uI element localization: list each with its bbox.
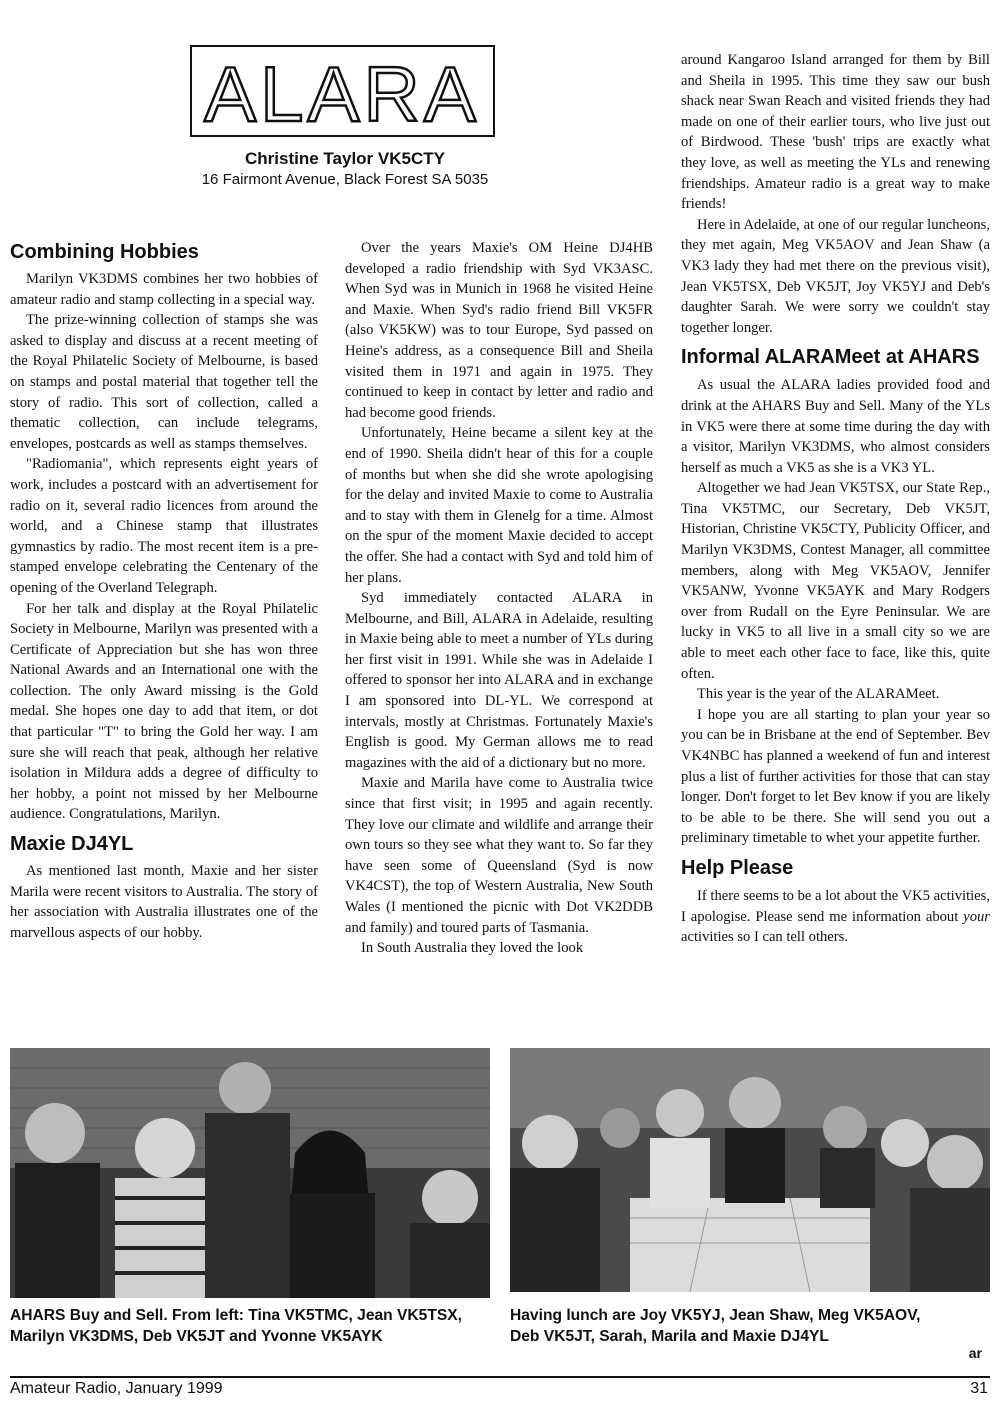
paragraph: Here in Adelaide, at one of our regular luncheons, they met again, Meg VK5AOV and Jean Shaw (a VK3 lady they had met there on the previous visit), Jean VK5TSX, Deb VK5JT, Joy VK5YJ and Deb's daughter Sarah. We were sorry we couldn't stay together longer. [681,216,990,336]
footer-rule [10,1376,990,1378]
heading-informal-alarameet: Informal ALARAMeet at AHARS [681,346,980,369]
paragraph: Unfortunately, Heine became a silent key at the end of 1990. Sheila didn't hear of this for a couple of months but when she did she wrote apologising for the delay and invited Maxie to come to Australia and to stay with them in Glenelg for a time. Almost on the spur of the moment Maxie decided to accept the offer. She had a contact with Syd and told him of her plans. [345,425,653,586]
end-mark: ar [968,1345,982,1361]
text-span: activities so I can tell others. [681,929,848,946]
paragraph: This year is the year of the ALARAMeet. [697,686,940,703]
paragraph: As usual the ALARA ladies provided food and drink at the AHARS Buy and Sell. Many of the YLs in VK5 were there at some time during the day with a visitor, Marilyn VK3DMS, who almost considers herself as much a VK5 as she is a VK3 YL. [681,377,990,476]
heading-maxie: Maxie DJ4YL [10,833,134,856]
emphasis: your [963,908,990,925]
logo-text: ALARA [204,50,480,137]
heading-help-please: Help Please [681,856,794,879]
text-span: If there seems to be a lot about the VK5 activities, I apologise. Please send me information about [681,887,990,925]
paragraph: Altogether we had Jean VK5TSX, our State Rep., Tina VK5TMC, our Secretary, Deb VK5JT, Historian, Christine VK5CTY, Publicity Officer, and Marilyn VK3DMS, Contest Manager, all committee members, along with Meg VK5AOV, Jennifer VK5ANW, Yvonne VK5AYK and Mary Rodgers over from Rudall on the Eyre Peninsular. We are lucky in VK5 to all live in a small city so we are able to meet each other face to face, like this, quite often. [681,480,990,682]
paragraph: As mentioned last month, Maxie and her sister Marila were recent visitors to Australia. The story of her association with Australia illustrates one of the marvellous aspects of our hobby. [10,863,318,941]
byline [140,148,550,190]
author-name: Christine Taylor VK5CTY [245,149,445,168]
paragraph: Maxie and Marila have come to Australia twice since that first visit; in 1995 and again recently. They love our climate and wildlife and arrange their own tours so they see what they want to. So far they have seen some of Queensland (Syd is now VK4CST), the top of Western Australia, New South Wales (I mentioned the picnic with Dot VK2DDB and family) and toured parts of Tasmania. [345,775,653,936]
author-address: 16 Fairmont Avenue, Black Forest SA 5035 [201,171,489,188]
column-1 [10,233,318,943]
paragraph: Over the years Maxie's OM Heine DJ4HB developed a radio friendship with Syd VK3ASC. When Syd was in Munich in 1968 he visited Heine and Maxie. When Syd's radio friend Bill VK5FR (also VK5KW) was to tour Europe, Syd passed on Heine's address, as a consequence Bill and Sheila visited them in 1971 and again in 1975. They continued to keep in contact by letter and radio and had become good friends. [345,240,653,421]
paragraph: around Kangaroo Island arranged for them by Bill and Sheila in 1995. This time they saw our bush shack near Swan Reach and visited friends they had made on one of their earlier tours, who live just out of Birdwood. These 'bush' trips are exactly what they love, as well as meeting the YLs and renewing friendships. Amateur radio is a great way to make friends! [681,52,990,213]
alara-logo [190,45,495,137]
caption-photo-2: Having lunch are Joy VK5YJ, Jean Shaw, Meg VK5AOV, Deb VK5JT, Sarah, Marila and Maxie DJ4YL [510,1307,921,1345]
paragraph: I hope you are all starting to plan your year so you can be in Brisbane at the end of September. Bev VK4NBC has planned a weekend of fun and interest plus a list of further activities for those that can stay longer. Don't forget to let Bev know if you are likely to be able to be there. She will send you out a preliminary timetable to whet your appetite further. [681,706,990,847]
heading-combining-hobbies: Combining Hobbies [10,241,199,263]
photo-ahars-group [10,1048,490,1298]
column-2 [345,238,653,959]
paragraph: "Radiomania", which represents eight years of work, includes a postcard with an advertisement for radio on it, several radio licences from around the world, and a Chinese stamp that illustrates gymnastics by radio. The most recent item is a pre-stamped envelope celebrating the Centenary of the opening of the Overland Telegraph. [10,456,318,596]
footer-publication: Amateur Radio, January 1999 [10,1380,223,1397]
caption-photo-1: AHARS Buy and Sell. From left: Tina VK5TMC, Jean VK5TSX, Marilyn VK3DMS, Deb VK5JT and Yvonne VK5AYK [10,1307,463,1345]
paragraph: In South Australia they loved the look [361,940,584,957]
page-number: 31 [970,1380,988,1397]
paragraph: For her talk and display at the Royal Philatelic Society in Melbourne, Marilyn was presented with a Certificate of Appreciation but she has won three National Awards and an International one with the collection. The only Award missing is the Gold medal. She hopes one day to add that item, or dot that particular "T" to bring the Gold her way. I am sure she will reach that peak, although her relative isolation in Mildura adds a degree of difficulty to her hobby, a point not missed by her Melbourne audience. Congratulations, Marilyn. [10,600,318,823]
paragraph: Marilyn VK3DMS combines her two hobbies of amateur radio and stamp collecting in a special way. [10,271,318,308]
paragraph: Syd immediately contacted ALARA in Melbourne, and Bill, ALARA in Adelaide, resulting in Maxie being able to meet a number of YLs during her first visit in 1991. While she was in Adelaide I offered to sponsor her into ALARA and in exchange I am sponsored into DL-YL. We correspond at intervals, mostly at Christmas. Fortunately Maxie's English is good. My German allows me to read magazines with the aid of a dictionary but no more. [345,590,653,771]
photo-lunch-group [510,1048,990,1292]
paragraph [681,886,990,948]
column-3 [681,50,990,948]
paragraph: The prize-winning collection of stamps she was asked to display and discuss at a recent meeting of the Royal Philatelic Society of Melbourne, is based on stamps and postal material that together tell the story of radio. This sort of collection, called a thematic collection, can include telegrams, envelopes, postcards as well as stamps themselves. [10,312,318,452]
